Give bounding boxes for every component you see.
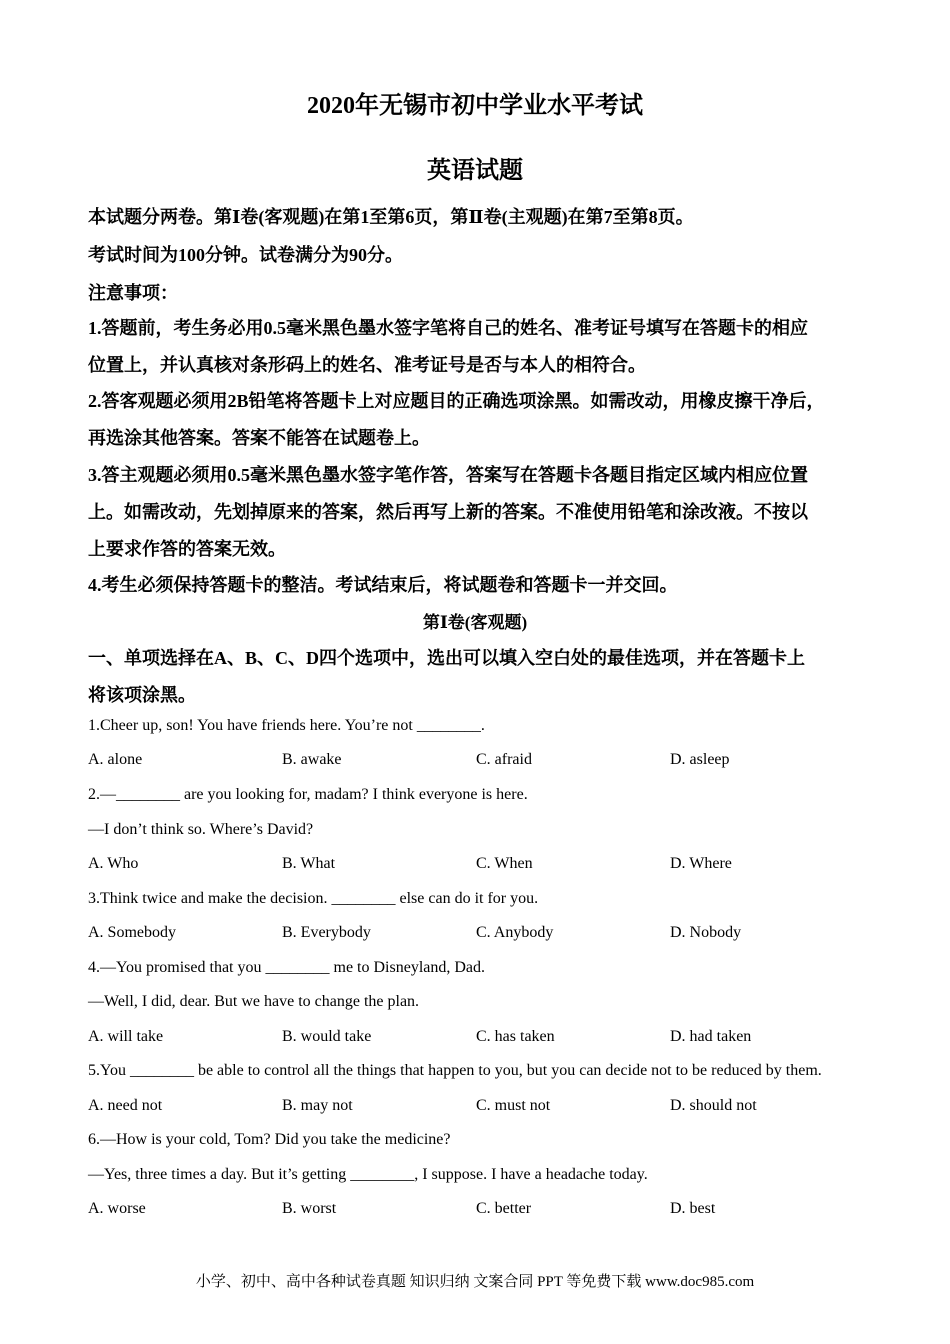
option-c: C. better bbox=[476, 1200, 532, 1217]
page-footer: 小学、初中、高中各种试卷真题 知识归纳 文案合同 PPT 等免费下载 www.doc985.com bbox=[195, 1274, 755, 1290]
question-stem: 6.—How is your cold, Tom? Did you take the medicine? bbox=[88, 1131, 451, 1148]
section-title: 第Ⅰ卷(客观题) bbox=[422, 613, 528, 632]
intro-line: 本试题分两卷。第Ⅰ卷(客观题)在第1至第6页，第Ⅱ卷(主观题)在第7至第8页。 bbox=[88, 207, 694, 227]
question-stem: 2.—________ are you looking for, madam? I think everyone is here. bbox=[88, 786, 528, 803]
notice-item: 2.答客观题必须用2B铅笔将答题卡上对应题目的正确选项涂黑。如需改动，用橡皮擦干净后， bbox=[88, 391, 825, 411]
option-c: C. must not bbox=[476, 1097, 551, 1114]
question-stem: 3.Think twice and make the decision. ________ else can do it for you. bbox=[88, 890, 539, 907]
option-d: D. Nobody bbox=[670, 924, 742, 941]
option-d: D. had taken bbox=[670, 1028, 752, 1045]
notice-item: 位置上，并认真核对条形码上的姓名、准考证号是否与本人的相符合。 bbox=[88, 355, 646, 375]
notice-item: 再选涂其他答案。答案不能答在试题卷上。 bbox=[88, 428, 430, 448]
option-c: C. has taken bbox=[476, 1028, 555, 1045]
option-b: B. What bbox=[282, 855, 336, 872]
question-stem: —I don’t think so. Where’s David? bbox=[88, 821, 314, 838]
part-heading: 将该项涂黑。 bbox=[88, 685, 196, 705]
intro-line: 考试时间为100分钟。试卷满分为90分。 bbox=[88, 245, 403, 265]
question-stem: 5.You ________ be able to control all the things that happen to you, but you can decide not to be reduced by them. bbox=[88, 1062, 822, 1079]
question-stem: —Yes, three times a day. But it’s getting ________, I suppose. I have a headache today. bbox=[88, 1166, 648, 1183]
option-a: A. will take bbox=[88, 1028, 164, 1045]
option-c: C. When bbox=[476, 855, 533, 872]
notice-item: 上。如需改动，先划掉原来的答案，然后再写上新的答案。不准使用铅笔和涂改液。不按以 bbox=[88, 502, 808, 522]
exam-subtitle: 英语试题 bbox=[427, 158, 523, 184]
notice-item: 4.考生必须保持答题卡的整洁。考试结束后，将试题卷和答题卡一并交回。 bbox=[88, 575, 678, 595]
option-d: D. should not bbox=[670, 1097, 757, 1114]
option-b: B. would take bbox=[282, 1028, 372, 1045]
question-stem: —Well, I did, dear. But we have to change the plan. bbox=[88, 993, 420, 1010]
notice-item: 上要求作答的答案无效。 bbox=[88, 539, 286, 559]
notice-heading: 注意事项： bbox=[88, 283, 178, 303]
option-a: A. worse bbox=[88, 1200, 146, 1217]
question-stem: 1.Cheer up, son! You have friends here. You’re not ________. bbox=[88, 717, 485, 734]
option-d: D. Where bbox=[670, 855, 732, 872]
option-a: A. need not bbox=[88, 1097, 163, 1114]
option-b: B. awake bbox=[282, 751, 342, 768]
part-heading: 一、单项选择在A、B、C、D四个选项中，选出可以填入空白处的最佳选项，并在答题卡上 bbox=[88, 648, 805, 668]
option-c: C. Anybody bbox=[476, 924, 554, 941]
notice-item: 1.答题前，考生务必用0.5毫米黑色墨水签字笔将自己的姓名、准考证号填写在答题卡的相应 bbox=[88, 318, 808, 338]
option-a: A. Who bbox=[88, 855, 139, 872]
question-stem: 4.—You promised that you ________ me to Disneyland, Dad. bbox=[88, 959, 486, 976]
option-b: B. Everybody bbox=[282, 924, 371, 941]
exam-title: 2020年无锡市初中学业水平考试 bbox=[307, 93, 643, 119]
option-c: C. afraid bbox=[476, 751, 532, 768]
option-d: D. best bbox=[670, 1200, 716, 1217]
notice-item: 3.答主观题必须用0.5毫米黑色墨水签字笔作答，答案写在答题卡各题目指定区域内相应位置 bbox=[88, 465, 808, 485]
option-d: D. asleep bbox=[670, 751, 730, 768]
option-a: A. alone bbox=[88, 751, 143, 768]
option-b: B. worst bbox=[282, 1200, 337, 1217]
option-a: A. Somebody bbox=[88, 924, 176, 941]
option-b: B. may not bbox=[282, 1097, 353, 1114]
